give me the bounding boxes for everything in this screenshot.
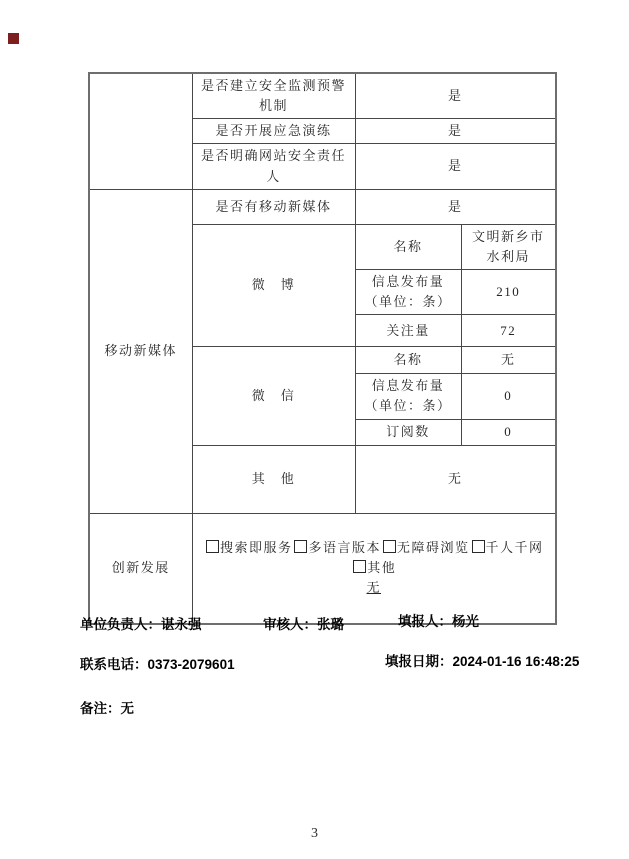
wechat-subs-label: 订阅数 bbox=[355, 419, 461, 445]
note-value: 无 bbox=[120, 701, 134, 716]
red-corner-mark bbox=[8, 33, 19, 44]
checkbox-other bbox=[353, 560, 366, 573]
wechat-posts-label-line1: 信息发布量 bbox=[371, 378, 445, 394]
auditor-name: 张璐 bbox=[317, 617, 344, 632]
date-value: 2024-01-16 16:48:25 bbox=[452, 654, 580, 669]
footer-phone bbox=[80, 653, 235, 673]
unit-leader-label: 单位负责人： bbox=[80, 617, 161, 632]
footer-signatures bbox=[80, 613, 479, 633]
innovation-content-cell bbox=[192, 513, 556, 624]
checkbox-label-other: 其他 bbox=[367, 560, 397, 576]
table-row bbox=[89, 513, 556, 624]
wechat-name-label: 名称 bbox=[355, 347, 461, 374]
filler-name: 杨光 bbox=[452, 614, 479, 629]
weibo-posts-label-line2: （单位：条） bbox=[364, 294, 452, 310]
has-mobile-media-value: 是 bbox=[355, 189, 556, 224]
has-mobile-media-label: 是否有移动新媒体 bbox=[192, 189, 355, 224]
weibo-name-value: 文明新乡市水利局 bbox=[461, 224, 556, 269]
page-number: 3 bbox=[311, 826, 318, 841]
weibo-posts-label-line1: 信息发布量 bbox=[371, 273, 445, 289]
filler-label: 填报人： bbox=[398, 614, 452, 629]
checkbox-label-search-service: 搜索即服务 bbox=[219, 540, 293, 556]
security-monitor-label: 是否建立安全监测预警机制 bbox=[192, 73, 355, 119]
wechat-name-value: 无 bbox=[461, 347, 556, 374]
checkbox-label-multilingual: 多语言版本 bbox=[308, 540, 381, 556]
weibo-name-label: 名称 bbox=[355, 224, 461, 269]
wechat-cell: 微 信 bbox=[192, 347, 355, 445]
section-cell-innovation: 创新发展 bbox=[89, 513, 192, 624]
weibo-posts-label bbox=[355, 269, 461, 314]
other-media-value: 无 bbox=[355, 445, 556, 513]
wechat-posts-value: 0 bbox=[461, 374, 556, 419]
innovation-other-value: 无 bbox=[366, 580, 382, 596]
checkbox-label-personalized: 千人千网 bbox=[485, 540, 544, 556]
wechat-posts-label-line2: （单位：条） bbox=[364, 398, 452, 414]
report-table bbox=[88, 72, 557, 625]
emergency-drill-label: 是否开展应急演练 bbox=[192, 119, 355, 144]
checkbox-accessibility bbox=[383, 540, 396, 553]
checkbox-search-service bbox=[206, 540, 219, 553]
footer-date bbox=[385, 650, 579, 670]
date-label: 填报日期： bbox=[385, 654, 453, 669]
phone-value: 0373-2079601 bbox=[147, 657, 235, 672]
table-row bbox=[89, 189, 556, 224]
security-monitor-value: 是 bbox=[355, 73, 556, 119]
footer-note bbox=[80, 697, 134, 717]
weibo-followers-value: 72 bbox=[461, 315, 556, 347]
weibo-cell: 微 博 bbox=[192, 224, 355, 347]
other-media-label: 其 他 bbox=[192, 445, 355, 513]
emergency-drill-value: 是 bbox=[355, 119, 556, 144]
checkbox-personalized bbox=[472, 540, 485, 553]
checkbox-multilingual bbox=[294, 540, 307, 553]
phone-label: 联系电话： bbox=[80, 657, 148, 672]
wechat-subs-value: 0 bbox=[461, 419, 556, 445]
note-label: 备注： bbox=[80, 701, 121, 716]
weibo-followers-label: 关注量 bbox=[355, 315, 461, 347]
security-officer-label: 是否明确网站安全责任人 bbox=[192, 144, 355, 189]
section-cell-mobile-media: 移动新媒体 bbox=[89, 189, 192, 513]
wechat-posts-label bbox=[355, 374, 461, 419]
table-row bbox=[89, 73, 556, 119]
checkbox-label-accessibility: 无障碍浏览 bbox=[397, 540, 470, 556]
auditor-label: 审核人： bbox=[263, 617, 317, 632]
weibo-posts-value: 210 bbox=[461, 269, 556, 314]
unit-leader-name: 谌永强 bbox=[161, 617, 202, 632]
security-officer-value: 是 bbox=[355, 144, 556, 189]
section-cell-empty bbox=[89, 73, 192, 189]
